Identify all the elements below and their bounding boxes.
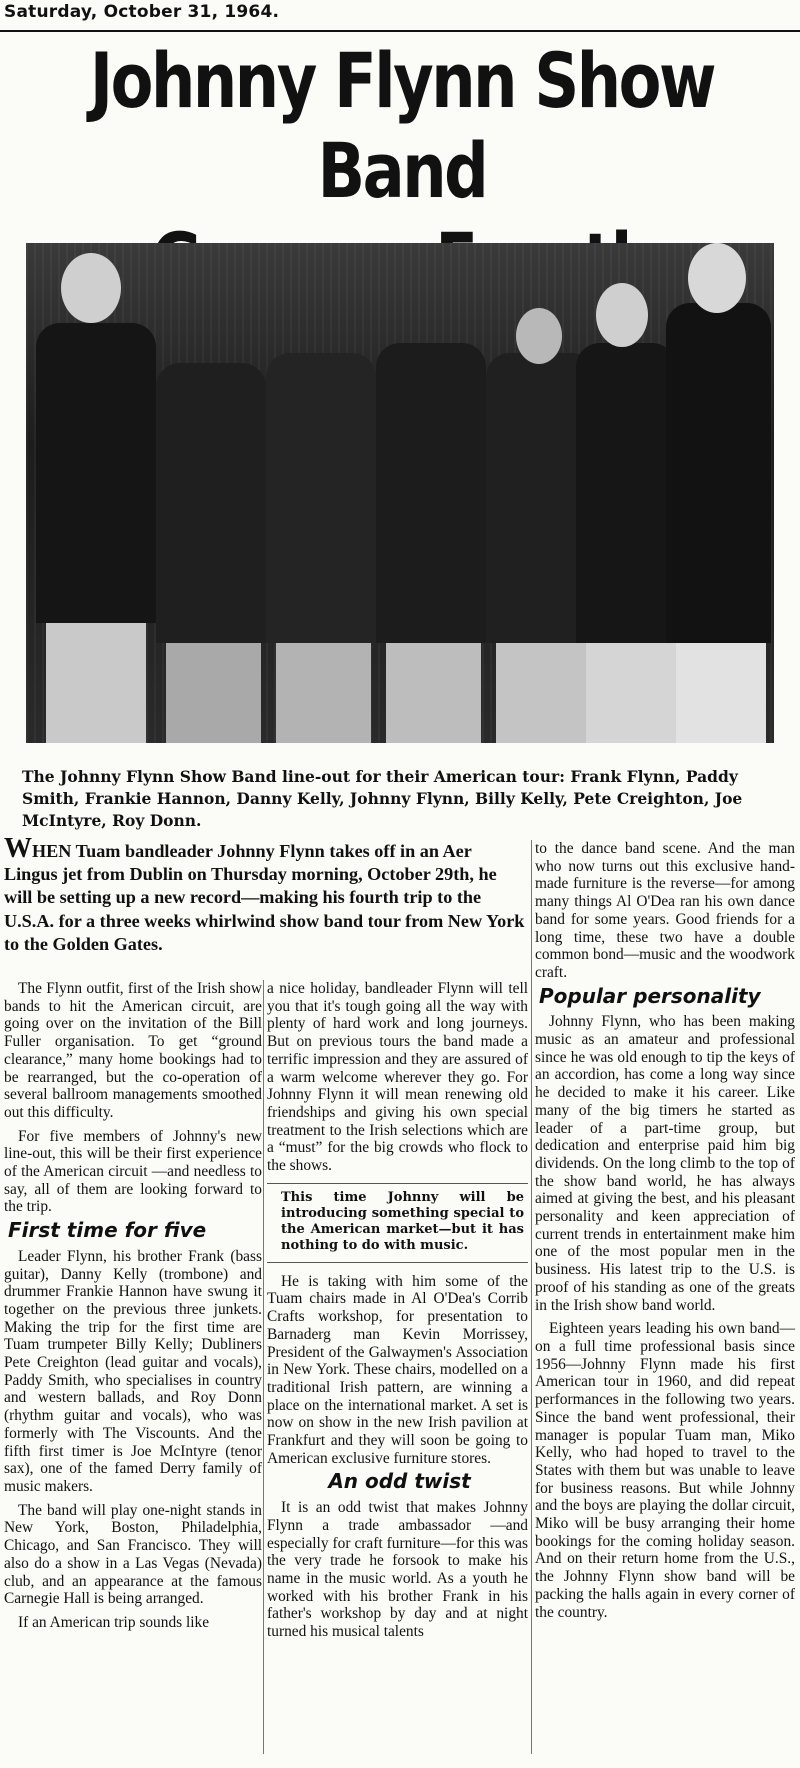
col3-paragraph-3: Eighteen years leading his own band—on a full time professional basis since 1956—Johnny Flynn made his first American tour in 1960, and did repeat performances in the following two years. Since the band went professional, their manager is popular Tuam man, Miko Kelly, who had hoped to travel to the States with them but was unable to leave for business reasons. But while Johnny and the boys are playing the dollar circuit, Miko will be busy arranging their home bookings for the coming holiday season. And on their return home from the U.S., the Johnny Flynn show band will be packing the halls again in every corner of the country. [535, 1320, 795, 1621]
column-rule-2 [531, 840, 532, 1754]
figure-6 [576, 343, 676, 643]
pull-quote: This time Johnny will be introducing something special to the American market—but it has nothing to do with music. [267, 1183, 528, 1263]
subhead-first-time: First time for five [8, 1218, 207, 1243]
subhead-popular-personality: Popular personality [539, 983, 761, 1008]
figure-1 [36, 323, 156, 623]
photo-caption: The Johnny Flynn Show Band line-out for their American tour: Frank Flynn, Paddy Smith, Frankie Hannon, Danny Kelly, Johnny Flynn, Billy Kelly, Pete Creighton, Joe McIntyre, Roy Donn. [22, 767, 743, 830]
article-column-1 [4, 980, 262, 1638]
col3-paragraph-2: Johnny Flynn, who has been making music as an amateur and professional since he was old enough to tip the keys of an accordion, has come a long way since he decided to make it his career. Like many of the big timers he started as leader of a part-time group, but dedication and enterprise paid him big dividends. On the long climb to the top of the show band world, he has always aimed at giving the best, and his pleasant personality and keen appreciation of current trends in entertainment make him one of the most popular men in the business. His latest trip to the U.S. is proof of his standing as one of the greats in the Irish show band world. [535, 1013, 795, 1314]
col1-paragraph-3: Leader Flynn, his brother Frank (bass guitar), Danny Kelly (trombone) and drummer Frankie Hannon have swung it together on the previous three junkets. Making the trip for the first time are Tuam trumpeter Billy Kelly; Dubliners Pete Creighton (lead guitar and vocals), Paddy Smith, who specialises in country and western ballads, and Roy Donn (rhythm guitar and vocals), who was formerly with The Viscounts. And the fifth first timer is Joe McIntyre (tenor sax), one of the famed Derry family of music makers. [4, 1247, 262, 1495]
lead-text: HEN Tuam bandleader Johnny Flynn takes off in an Aer Lingus jet from Dublin on Thursday morning, October 29th, he will be setting up a new record—making his fourth trip to the U.S.A. for a three weeks whirlwind show band tour from New York to the Golden Gates. [4, 841, 525, 954]
article-column-3 [535, 840, 795, 1627]
col2-paragraph-1: a nice holiday, bandleader Flynn will tell you that it's tough going all the way with plenty of hard work and long journeys. But on previous tours the band made a terrific impression and they are assured of a warm welcome wherever they go. For Johnny Flynn it will mean renewing old friendships and giving his own special treatment to the Irish selections which are a “must” for the big crowds who flock to the shows. [267, 980, 528, 1175]
top-rule [0, 30, 800, 32]
headline-line-1: Johnny Flynn Show Band [89, 36, 715, 215]
col1-paragraph-1: The Flynn outfit, first of the Irish show bands to hit the American circuit, are going over on the invitation of the Bill Fuller organisation. To get “ground clearance,” many home bookings had to be rearranged, but the co-operation of several ballroom managements smoothed out this difficulty. [4, 980, 262, 1121]
band-photo [26, 243, 774, 743]
figure-3 [266, 353, 376, 643]
col2-paragraph-3: It is an odd twist that makes Johnny Flynn a trade ambassador —and especially for craft furniture—for this was the very trade he forsook to make his name in the music world. As a youth he worked with his brother Frank in his father's workshop by day and at night turned his musical talents [267, 1499, 528, 1641]
col1-paragraph-5: If an American trip sounds like [18, 1613, 210, 1631]
col3-paragraph-1: to the dance band scene. And the man who now turns out this exclusive hand-made furniture is the reverse—for among many things Al O'Dea ran his own dance band for some years. Good friends for a long time, these two have a double common bond—music and the woodwork craft. [535, 840, 795, 981]
figure-4 [376, 343, 486, 643]
figure-7 [666, 303, 771, 643]
col2-paragraph-2: He is taking with him some of the Tuam chairs made in Al O'Dea's Corrib Crafts workshop, for presentation to Barnaderg man Kevin Morrissey, President of the Galwaymen's Association in New York. These chairs, modelled on a traditional Irish pattern, are winning a place on the international market. A set is now on show in the new Irish pavilion at Frankfurt and they will soon be going to American exclusive furniture stores. [267, 1272, 528, 1467]
lead-dropcap: W [4, 833, 32, 864]
col1-paragraph-2: For five members of Johnny's new line-out, this will be their first experience of the American circuit —and needless to say, all of them are looking forward to the trip. [4, 1127, 262, 1216]
article-column-2 [267, 980, 528, 1647]
column-rule-1 [263, 980, 264, 1754]
lead-paragraph [4, 833, 527, 956]
subhead-odd-twist: An odd twist [328, 1469, 471, 1494]
dateline: Saturday, October 31, 1964. [4, 2, 280, 22]
col1-paragraph-4: The band will play one-night stands in New York, Boston, Philadelphia, Chicago, and San Francisco. They will also do a show in a Las Vegas (Nevada) club, and an appearance at the famous Carnegie Hall is being arranged. [4, 1501, 262, 1608]
figure-2 [156, 363, 266, 643]
